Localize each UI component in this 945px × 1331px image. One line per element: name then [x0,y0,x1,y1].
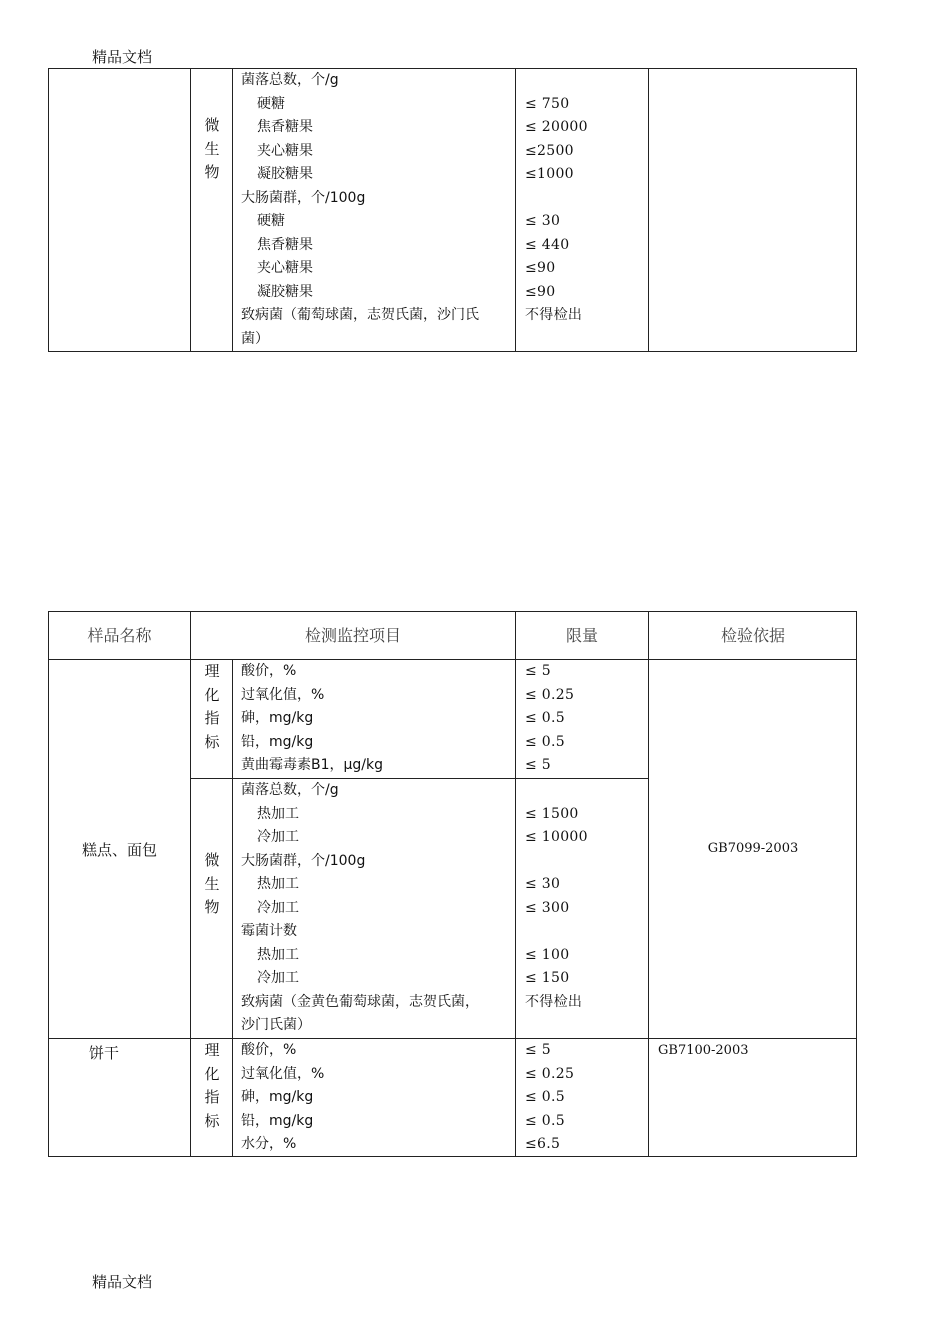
test-item: 沙门氏菌） [241,1017,311,1033]
test-item: 焦香糖果 [257,119,313,135]
test-item: 冷加工 [257,970,299,986]
label-char: 标 [204,732,220,751]
test-item: 大肠菌群，个/100g [241,852,366,869]
test-item: 凝胶糖果 [257,283,313,300]
test-item: 热加工 [257,876,299,892]
limit-value: ≤90 [525,283,556,300]
label-char: 微 [204,116,220,134]
test-item: 砷，mg/kg [241,710,314,726]
limit-value: ≤2500 [525,142,574,159]
test-item: 铅，mg/kg [241,1112,314,1129]
test-item: 大肠菌群，个/100g [241,189,366,206]
limit-value [525,328,588,352]
label-char: 指 [204,709,220,727]
test-item: 砷，mg/kg [241,1089,314,1105]
test-item: 霉菌计数 [241,923,297,939]
limit-value: ≤ 0.25 [525,1065,575,1082]
micro-limits-list [525,69,588,351]
label-char: 微 [204,851,220,869]
limit-value: 不得检出 [525,307,583,323]
limit-value: ≤ 100 [525,946,570,963]
sample-name-biscuit: 饼干 [89,1044,120,1062]
limit-value: ≤ 750 [525,95,570,112]
micro-items-list [241,779,479,1038]
micro-category-label [191,849,233,920]
label-char: 化 [204,685,220,704]
test-item: 菌） [241,330,269,347]
limit-value [525,779,588,803]
header-sample-name: 样品名称 [87,626,152,645]
micro-category-label [191,114,233,185]
limit-value [525,69,588,93]
limit-value [525,187,588,211]
limit-value: ≤ 440 [525,236,570,253]
limit-value: ≤ 150 [525,970,570,986]
column-divider [648,69,649,351]
label-char: 化 [204,1064,220,1083]
label-char: 生 [204,139,220,158]
limit-value: ≤ 20000 [525,119,588,135]
test-item: 过氧化值，% [241,1065,325,1082]
column-divider [648,612,649,1156]
limit-value: ≤ 30 [525,213,561,229]
test-item: 夹心糖果 [257,260,313,276]
limit-value [525,1014,588,1038]
test-item: 冷加工 [257,899,299,916]
test-item: 热加工 [257,805,299,822]
header-limit: 限量 [565,626,598,645]
candy-microbe-table [48,68,857,352]
label-char: 理 [204,1041,220,1059]
page-header: 精品文档 [92,48,153,66]
test-item: 硬糖 [257,213,285,229]
basis-cake: GB7099-2003 [707,841,799,856]
label-char: 生 [204,874,220,893]
phys-category-label [191,660,233,754]
limit-value: ≤ 0.5 [525,1112,565,1129]
test-item: 过氧化值，% [241,686,325,703]
header-basis: 检验依据 [720,626,785,645]
column-divider [515,69,516,351]
test-item: 菌落总数，个/g [241,72,339,88]
limit-value: ≤90 [525,260,556,276]
phys-category-label [191,1039,233,1133]
limit-value: ≤ 30 [525,876,561,892]
row-divider [49,1038,856,1039]
bakery-table [48,611,857,1157]
sample-name-cake: 糕点、面包 [81,841,157,859]
phys-items-list [241,1039,324,1157]
limit-value: ≤ 5 [525,757,551,773]
page-footer: 精品文档 [92,1273,153,1291]
limit-value: ≤ 5 [525,663,551,679]
test-item: 菌落总数，个/g [241,782,339,798]
test-item: 冷加工 [257,829,299,845]
test-item: 焦香糖果 [257,236,313,253]
row-divider [49,659,856,660]
test-item: 夹心糖果 [257,142,313,159]
test-item: 硬糖 [257,95,285,112]
label-char: 标 [204,1111,220,1130]
column-divider [232,69,233,351]
test-item: 致病菌（金黄色葡萄球菌，志贺氏菌， [241,993,479,1010]
column-divider [515,612,516,1156]
label-char: 理 [204,662,220,680]
limit-value: ≤ 0.25 [525,686,575,703]
label-char: 物 [204,898,220,916]
phys-limits-list [525,660,574,778]
test-item: 酸价，% [241,1042,297,1058]
column-divider [190,69,191,351]
limit-value: ≤ 0.5 [525,733,565,750]
limit-value: ≤ 300 [525,899,570,916]
test-item: 水分，% [241,1136,297,1152]
test-item: 黄曲霉毒素B1，μg/kg [241,757,384,773]
test-item: 致病菌（葡萄球菌，志贺氏菌，沙门氏 [241,307,479,323]
limit-value: 不得检出 [525,993,583,1010]
test-item: 酸价，% [241,663,297,679]
test-item: 铅，mg/kg [241,733,314,750]
limit-value: ≤ 5 [525,1042,551,1058]
limit-value [525,920,588,944]
limit-value: ≤1000 [525,166,574,182]
limit-value: ≤6.5 [525,1136,561,1152]
label-char: 物 [204,163,220,181]
label-char: 指 [204,1088,220,1106]
limit-value: ≤ 0.5 [525,1089,565,1105]
header-test-items: 检测监控项目 [304,626,401,645]
test-item: 热加工 [257,946,299,963]
micro-items-list [241,69,479,351]
phys-limits-list [525,1039,574,1157]
phys-items-list [241,660,383,778]
basis-biscuit: GB7100-2003 [658,1043,749,1058]
limit-value: ≤ 1500 [525,805,579,822]
test-item: 凝胶糖果 [257,166,313,182]
limit-value [525,850,588,874]
limit-value: ≤ 0.5 [525,710,565,726]
limit-value: ≤ 10000 [525,829,588,845]
micro-limits-list [525,779,588,1038]
